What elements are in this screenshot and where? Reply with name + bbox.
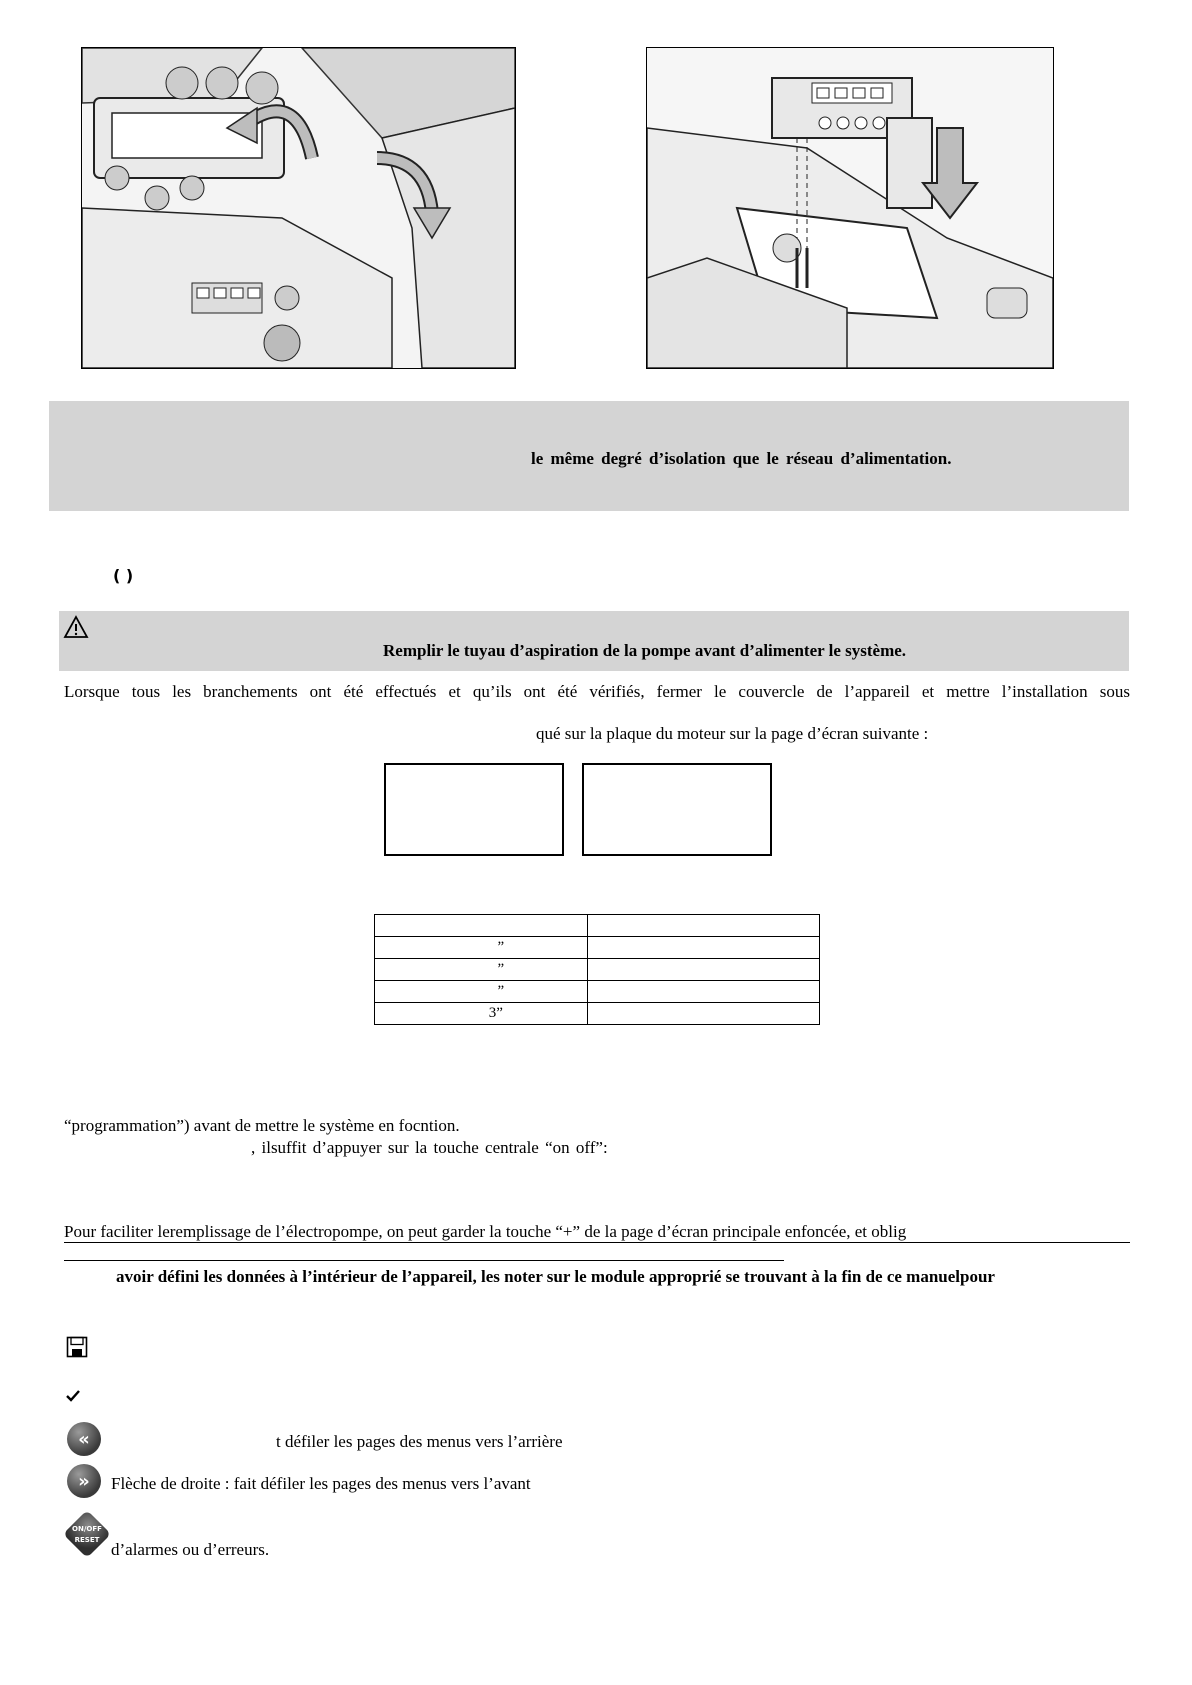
lcd-screen-left bbox=[384, 763, 564, 856]
table-cell bbox=[375, 915, 588, 937]
right-arrow-button-icon: » bbox=[67, 1464, 101, 1498]
table-row bbox=[375, 981, 820, 1003]
checkmark-icon bbox=[66, 1390, 80, 1402]
table-row bbox=[375, 1003, 820, 1025]
warning-box bbox=[59, 611, 1129, 671]
table-row bbox=[375, 915, 820, 937]
warning-triangle-icon bbox=[63, 615, 89, 639]
floppy-disk-icon bbox=[66, 1336, 88, 1358]
refresh-icon: ( ) bbox=[113, 566, 134, 585]
figure-open-controller bbox=[81, 47, 516, 369]
table-cell: ” bbox=[375, 981, 588, 1003]
table-cell bbox=[587, 1003, 819, 1025]
data-note-rule bbox=[64, 1260, 784, 1261]
onoff-reset-button-icon: ON/OFF RESET bbox=[63, 1510, 111, 1558]
left-arrow-button-icon: « bbox=[67, 1422, 101, 1456]
data-note: avoir défini les données à l’intérieur de l’appareil, les noter sur le module approprié se trouvant à la fin de ce manuelpour bbox=[116, 1267, 995, 1286]
programming-line-1: “programmation”) avant de mettre le système en focntion. bbox=[64, 1116, 460, 1135]
insulation-notice-box bbox=[49, 401, 1129, 511]
table-cell bbox=[587, 959, 819, 981]
fill-note: Pour faciliter leremplissage de l’électropompe, on peut garder la touche “+” de la page d’écran principale enfoncée, et oblig bbox=[64, 1222, 907, 1241]
wire-table bbox=[374, 914, 820, 1025]
table-cell bbox=[587, 937, 819, 959]
figure-connector-insert bbox=[646, 47, 1054, 369]
table-row bbox=[375, 959, 820, 981]
warning-text: Remplir le tuyau d’aspiration de la pompe avant d’alimenter le système. bbox=[383, 641, 907, 660]
table-cell bbox=[587, 915, 819, 937]
table-cell: ” bbox=[375, 959, 588, 981]
fill-note-rule bbox=[64, 1242, 1130, 1243]
key-right-text: Flèche de droite : fait défiler les pages des menus vers l’avant bbox=[111, 1474, 531, 1493]
table-cell bbox=[587, 981, 819, 1003]
paragraph-line-1: Lorsque tous les branchements ont été effectués et qu’ils ont été vérifiés, fermer le couvercle de l’appareil et mettre l’installation sous bbox=[64, 682, 1130, 701]
insulation-notice-text: le même degré d’isolation que le réseau d’alimentation. bbox=[531, 449, 952, 468]
paragraph-line-2: qué sur la plaque du moteur sur la page d’écran suivante : bbox=[536, 724, 929, 743]
lcd-screen-right bbox=[582, 763, 772, 856]
table-cell: 3” bbox=[375, 1003, 588, 1025]
table-cell: ” bbox=[375, 937, 588, 959]
key-left-text: t défiler les pages des menus vers l’arrière bbox=[276, 1432, 563, 1451]
table-row bbox=[375, 937, 820, 959]
key-onoff-text: d’alarmes ou d’erreurs. bbox=[111, 1540, 270, 1559]
programming-line-2: , ilsuffit d’appuyer sur la touche centrale “on off”: bbox=[251, 1138, 608, 1157]
